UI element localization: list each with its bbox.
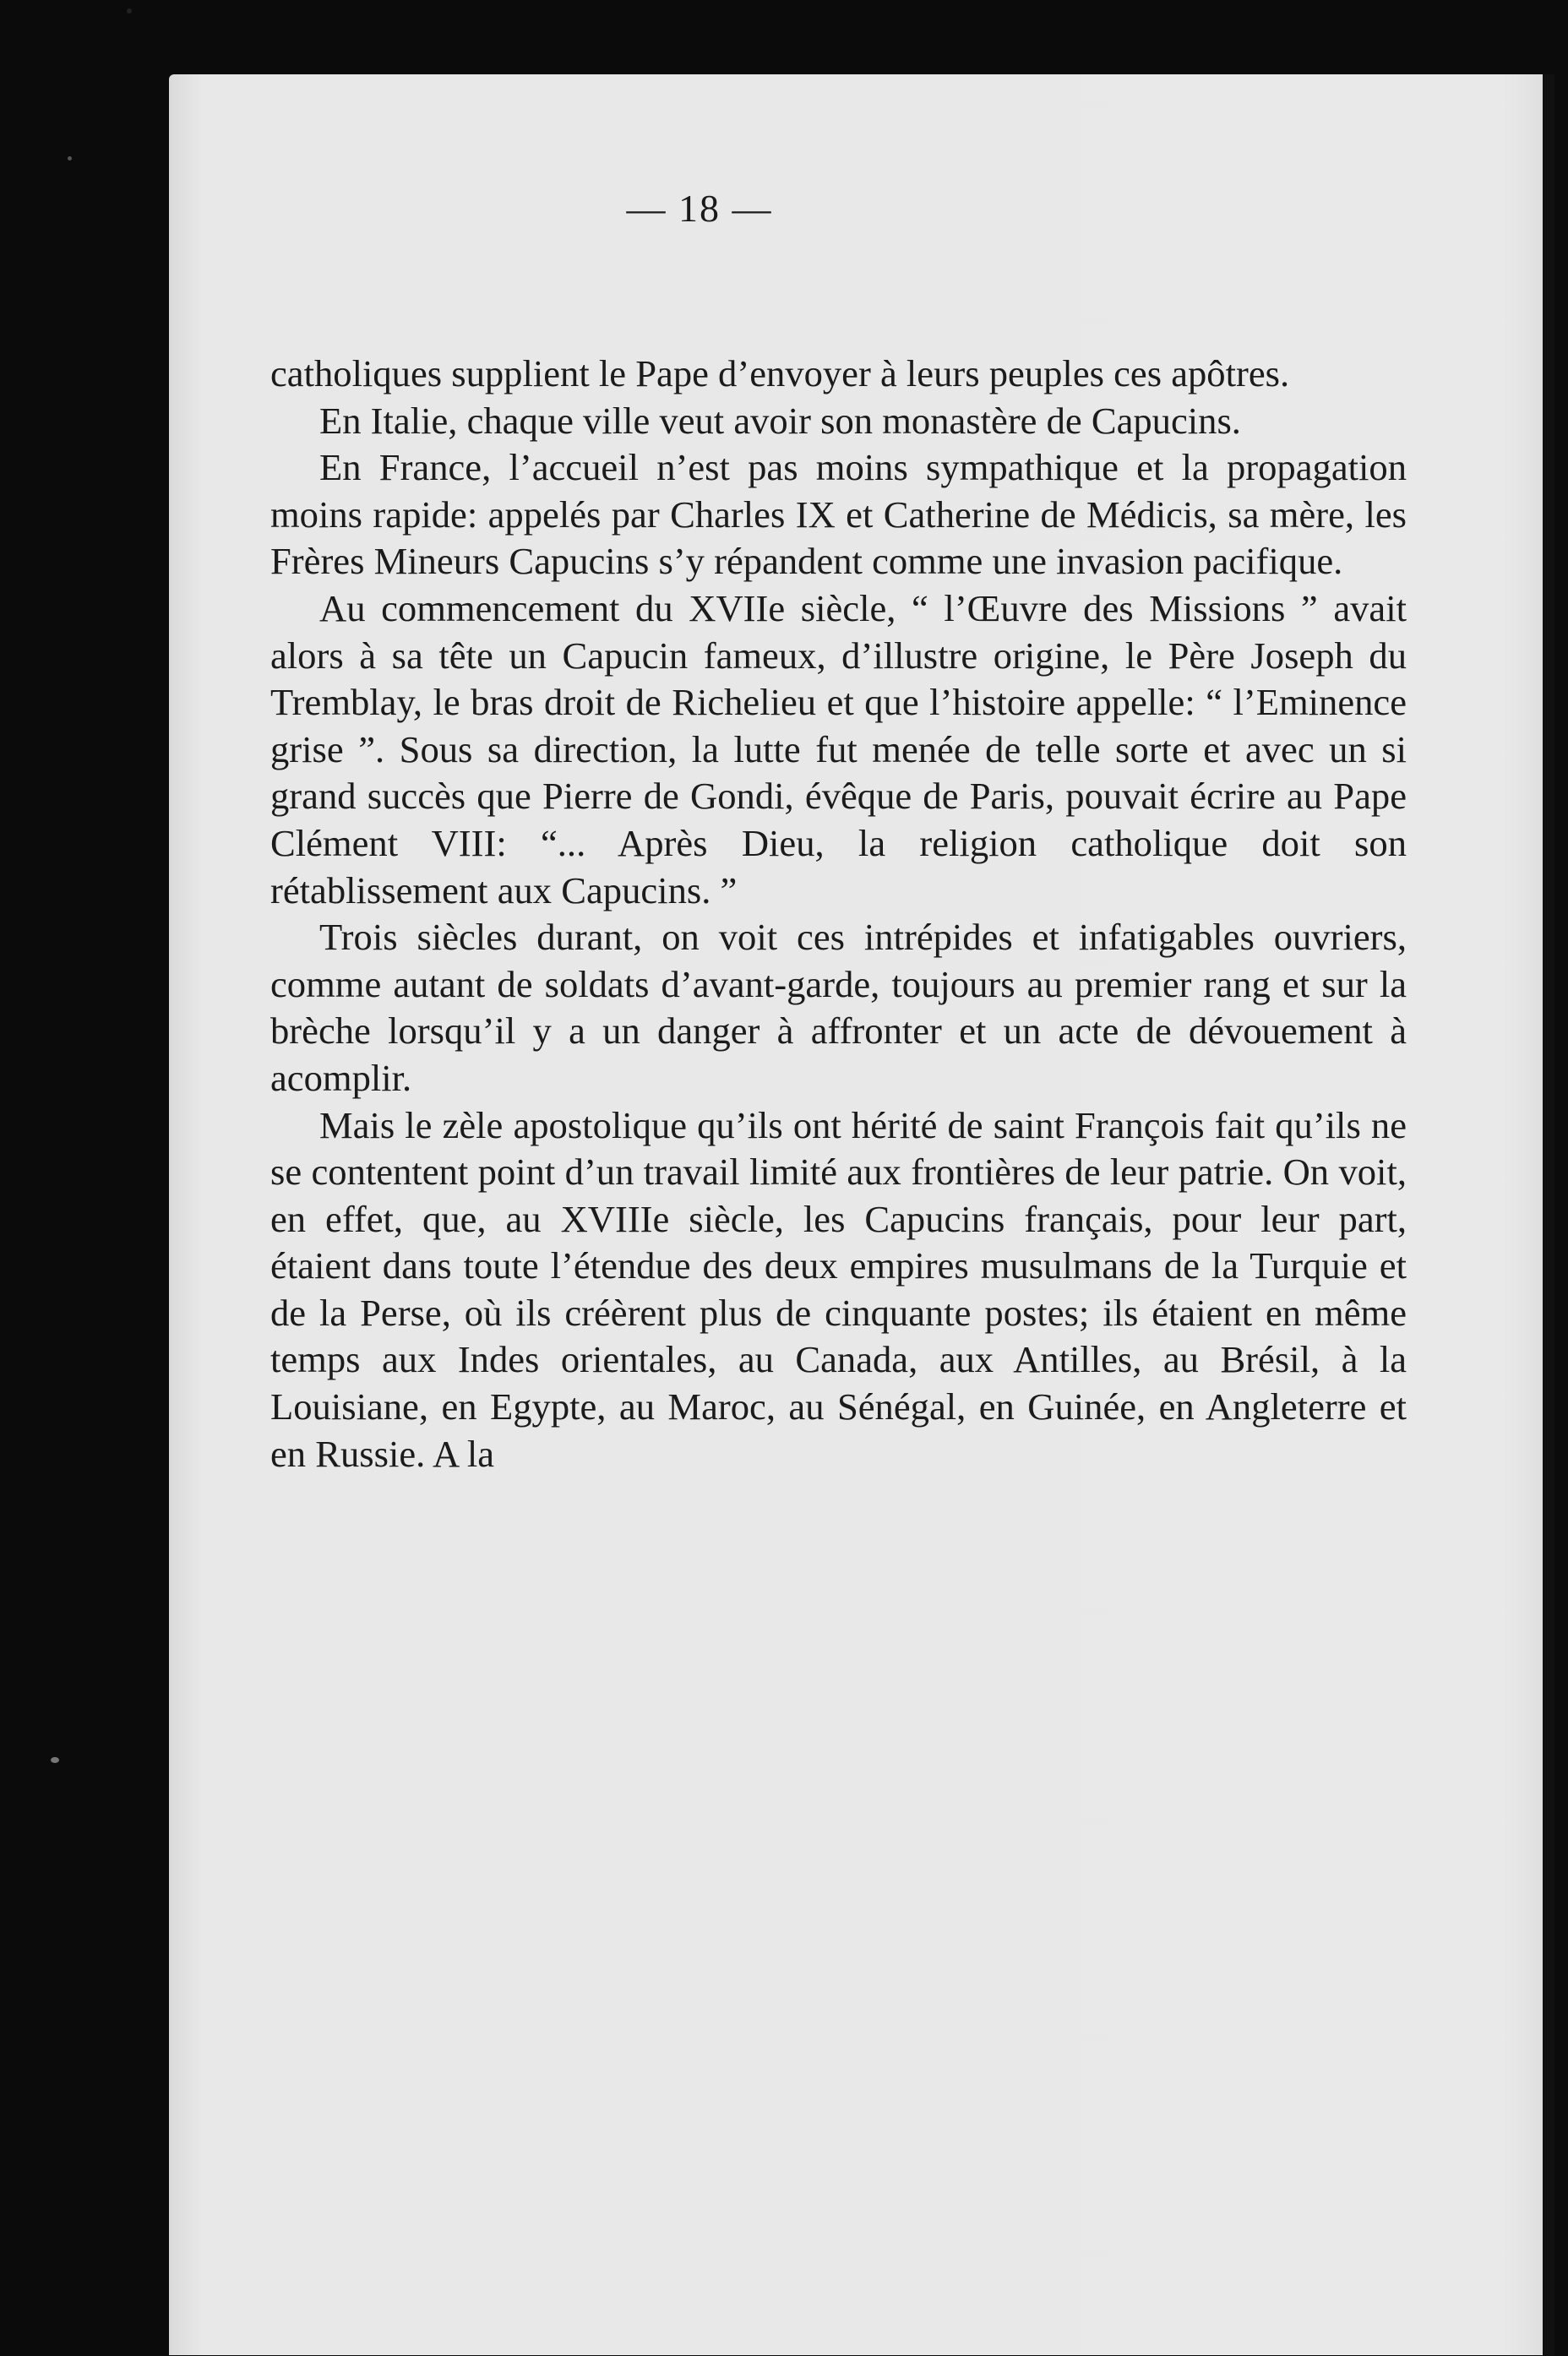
page-number: — 18 — <box>626 187 773 230</box>
page-edge-shadow <box>1543 74 1554 2355</box>
scan-speck <box>127 8 132 14</box>
paragraph-france: En France, l’accueil n’est pas moins sympathique et la propagation moins rapide: appelés par Charles IX et Catherine de Médicis, sa mère, les Frères Mineurs Capucins s’y répandent comme une invasion pacifique. <box>270 446 1407 583</box>
scan-speck <box>68 156 72 161</box>
paragraph-xviie-siecle: Au commencement du XVIIe siècle, “ l’Œuvre des Missions ” avait alors à sa tête un Capucin fameux, d’illustre origine, le Père Joseph du Tremblay, le bras droit de Richelieu et que l’histoire appelle: “ l’Eminence grise ”. Sous sa direction, la lutte fut menée de telle sorte et avec un si grand succès que Pierre de Gondi, évêque de Paris, pouvait écrire au Pape Clément VIII: “... Après Dieu, la religion catholique doit son rétablissement aux Capucins. ” <box>270 586 1407 911</box>
paragraph-italy: En Italie, chaque ville veut avoir son monastère de Capucins. <box>319 399 1241 442</box>
scan-speck <box>51 1757 59 1763</box>
paragraph-continuation: catholiques supplient le Pape d’envoyer à leurs peuples ces apôtres. <box>270 352 1290 394</box>
paragraph-trois-siecles: Trois siècles durant, on voit ces intrépides et infatigables ouvriers, comme autant de soldats d’avant-garde, toujours au premier rang et sur la brèche lorsqu’il y a un danger à affronter et un acte de dévouement à acomplir. <box>270 916 1407 1099</box>
body-text <box>270 351 1407 1477</box>
paragraph-zele-apostolique: Mais le zèle apostolique qu’ils ont hérité de saint François fait qu’ils ne se contentent point d’un travail limité aux frontières de leur patrie. On voit, en effet, que, au XVIIIe siècle, les Capucins français, pour leur part, étaient dans toute l’étendue des deux empires musulmans de la Turquie et de la Perse, où ils créèrent plus de cinquante postes; ils étaient en même temps aux Indes orientales, au Canada, aux Antilles, au Brésil, à la Louisiane, en Egypte, au Maroc, au Sénégal, en Guinée, en Angleterre et en Russie. A la <box>270 1103 1407 1475</box>
